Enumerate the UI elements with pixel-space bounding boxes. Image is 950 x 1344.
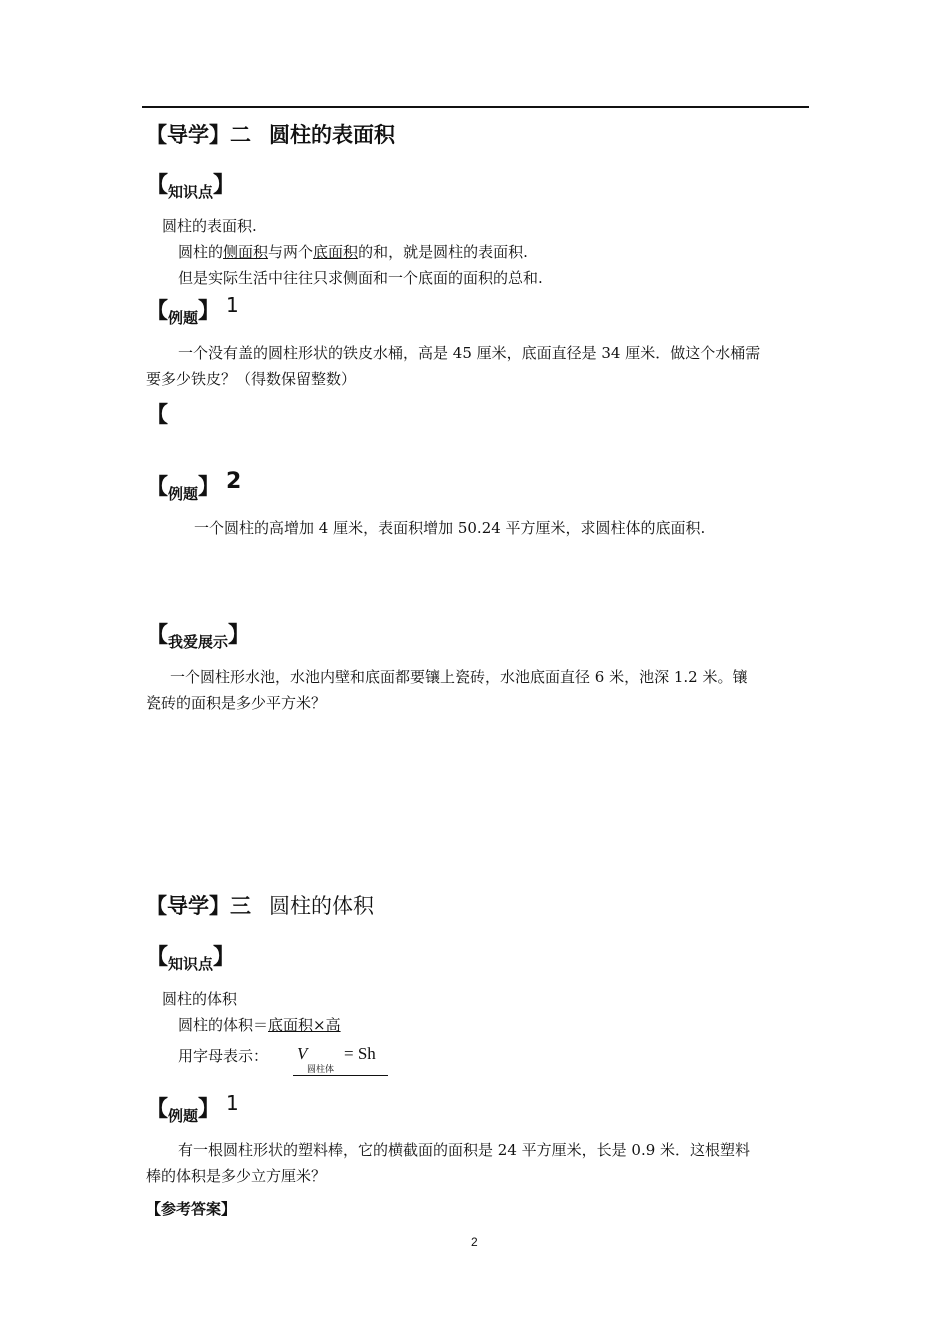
bracket-close: 】: [213, 945, 236, 970]
example-1-answer-bracket: [146, 398, 168, 429]
section-2-example-1-label: [146, 294, 239, 325]
text-segment: 与两个: [268, 243, 314, 261]
bracket-open: 【: [146, 299, 169, 324]
example-label-text: 例题: [168, 309, 199, 327]
example-label-text: 例题: [168, 485, 199, 503]
formula-underline: [293, 1075, 388, 1076]
text-segment: 圆柱的: [178, 243, 224, 261]
bracket-open: 【: [146, 475, 169, 500]
volume-line-3-label: 用字母表示：: [178, 1047, 269, 1065]
example-1-line-2: 要多少铁皮？（得数保留整数）: [146, 370, 357, 388]
example-number: 2: [226, 469, 242, 494]
knowledge-label-text: 知识点: [168, 183, 214, 201]
bracket-close: 】: [198, 475, 221, 500]
show-line-2: 瓷砖的面积是多少平方米？: [146, 694, 327, 712]
example-1-line-1: 一个没有盖的圆柱形状的铁皮水桶，高是 45 厘米，底面直径是 34 厘米．做这个水桶需: [178, 344, 761, 362]
volume-line-2: [178, 1012, 341, 1038]
bracket-close: 】: [198, 299, 221, 324]
bracket-open: 【: [146, 945, 169, 970]
example-number: 1: [226, 293, 239, 317]
volume-line-1: 圆柱的体积: [162, 990, 238, 1008]
formula-v: V: [297, 1044, 308, 1063]
section-3-header: [146, 890, 374, 920]
reference-answer-label: 【参考答案】: [146, 1200, 237, 1218]
knowledge-line-2: [178, 239, 528, 265]
section-2-show-label: [146, 618, 250, 649]
knowledge-line-1: 圆柱的表面积.: [162, 217, 257, 235]
example-label-text: 例题: [168, 1107, 199, 1125]
section-3-example-1-label: [146, 1092, 239, 1123]
show-line-1: 一个圆柱形水池，水池内壁和底面都要镶上瓷砖，水池底面直径 6 米，池深 1.2 米。镶: [170, 668, 748, 686]
bracket-open: 【: [146, 1097, 169, 1122]
underlined-formula: 底面积×高: [268, 1016, 341, 1034]
section-2-header-bracket: 【导学】二: [146, 123, 251, 147]
text-segment: 圆柱的体积＝: [178, 1016, 269, 1034]
section-2-knowledge-label: [146, 168, 235, 199]
bracket-close: 】: [213, 173, 236, 198]
top-rule: [142, 106, 809, 108]
bracket-open: 【: [146, 623, 169, 648]
section-3-header-title: 圆柱的体积: [269, 894, 374, 918]
underlined-term-lateral-area: 侧面积: [223, 243, 269, 261]
show-label-text: 我爱展示: [168, 633, 229, 651]
underlined-term-base-area: 底面积: [313, 243, 359, 261]
formula-rhs: = Sh: [344, 1044, 376, 1063]
page-number: 2: [471, 1235, 478, 1249]
bracket-close: 】: [198, 1097, 221, 1122]
text-segment: 【: [146, 403, 169, 428]
section-3-knowledge-label: [146, 940, 235, 971]
example-number: 1: [226, 1091, 239, 1115]
bracket-close: 】: [228, 623, 251, 648]
section-2-header-title: 圆柱的表面积: [269, 123, 395, 147]
section-2-header: [146, 119, 395, 149]
section-2-example-2-label: [146, 470, 241, 501]
volume-example-line-2: 棒的体积是多少立方厘米？: [146, 1167, 327, 1185]
formula-subscript: 圆柱体: [307, 1065, 335, 1075]
volume-example-line-1: 有一根圆柱形状的塑料棒，它的横截面的面积是 24 平方厘米，长是 0.9 米．这根塑料: [178, 1141, 751, 1159]
bracket-open: 【: [146, 173, 169, 198]
text-segment: 的和，就是圆柱的表面积.: [358, 243, 528, 261]
knowledge-label-text: 知识点: [168, 955, 214, 973]
knowledge-line-3: 但是实际生活中往往只求侧面和一个底面的面积的总和.: [178, 269, 543, 287]
example-2-line-1: 一个圆柱的高增加 4 厘米，表面积增加 50.24 平方厘米，求圆柱体的底面积.: [194, 519, 706, 537]
section-3-header-bracket: 【导学】三: [146, 894, 251, 918]
